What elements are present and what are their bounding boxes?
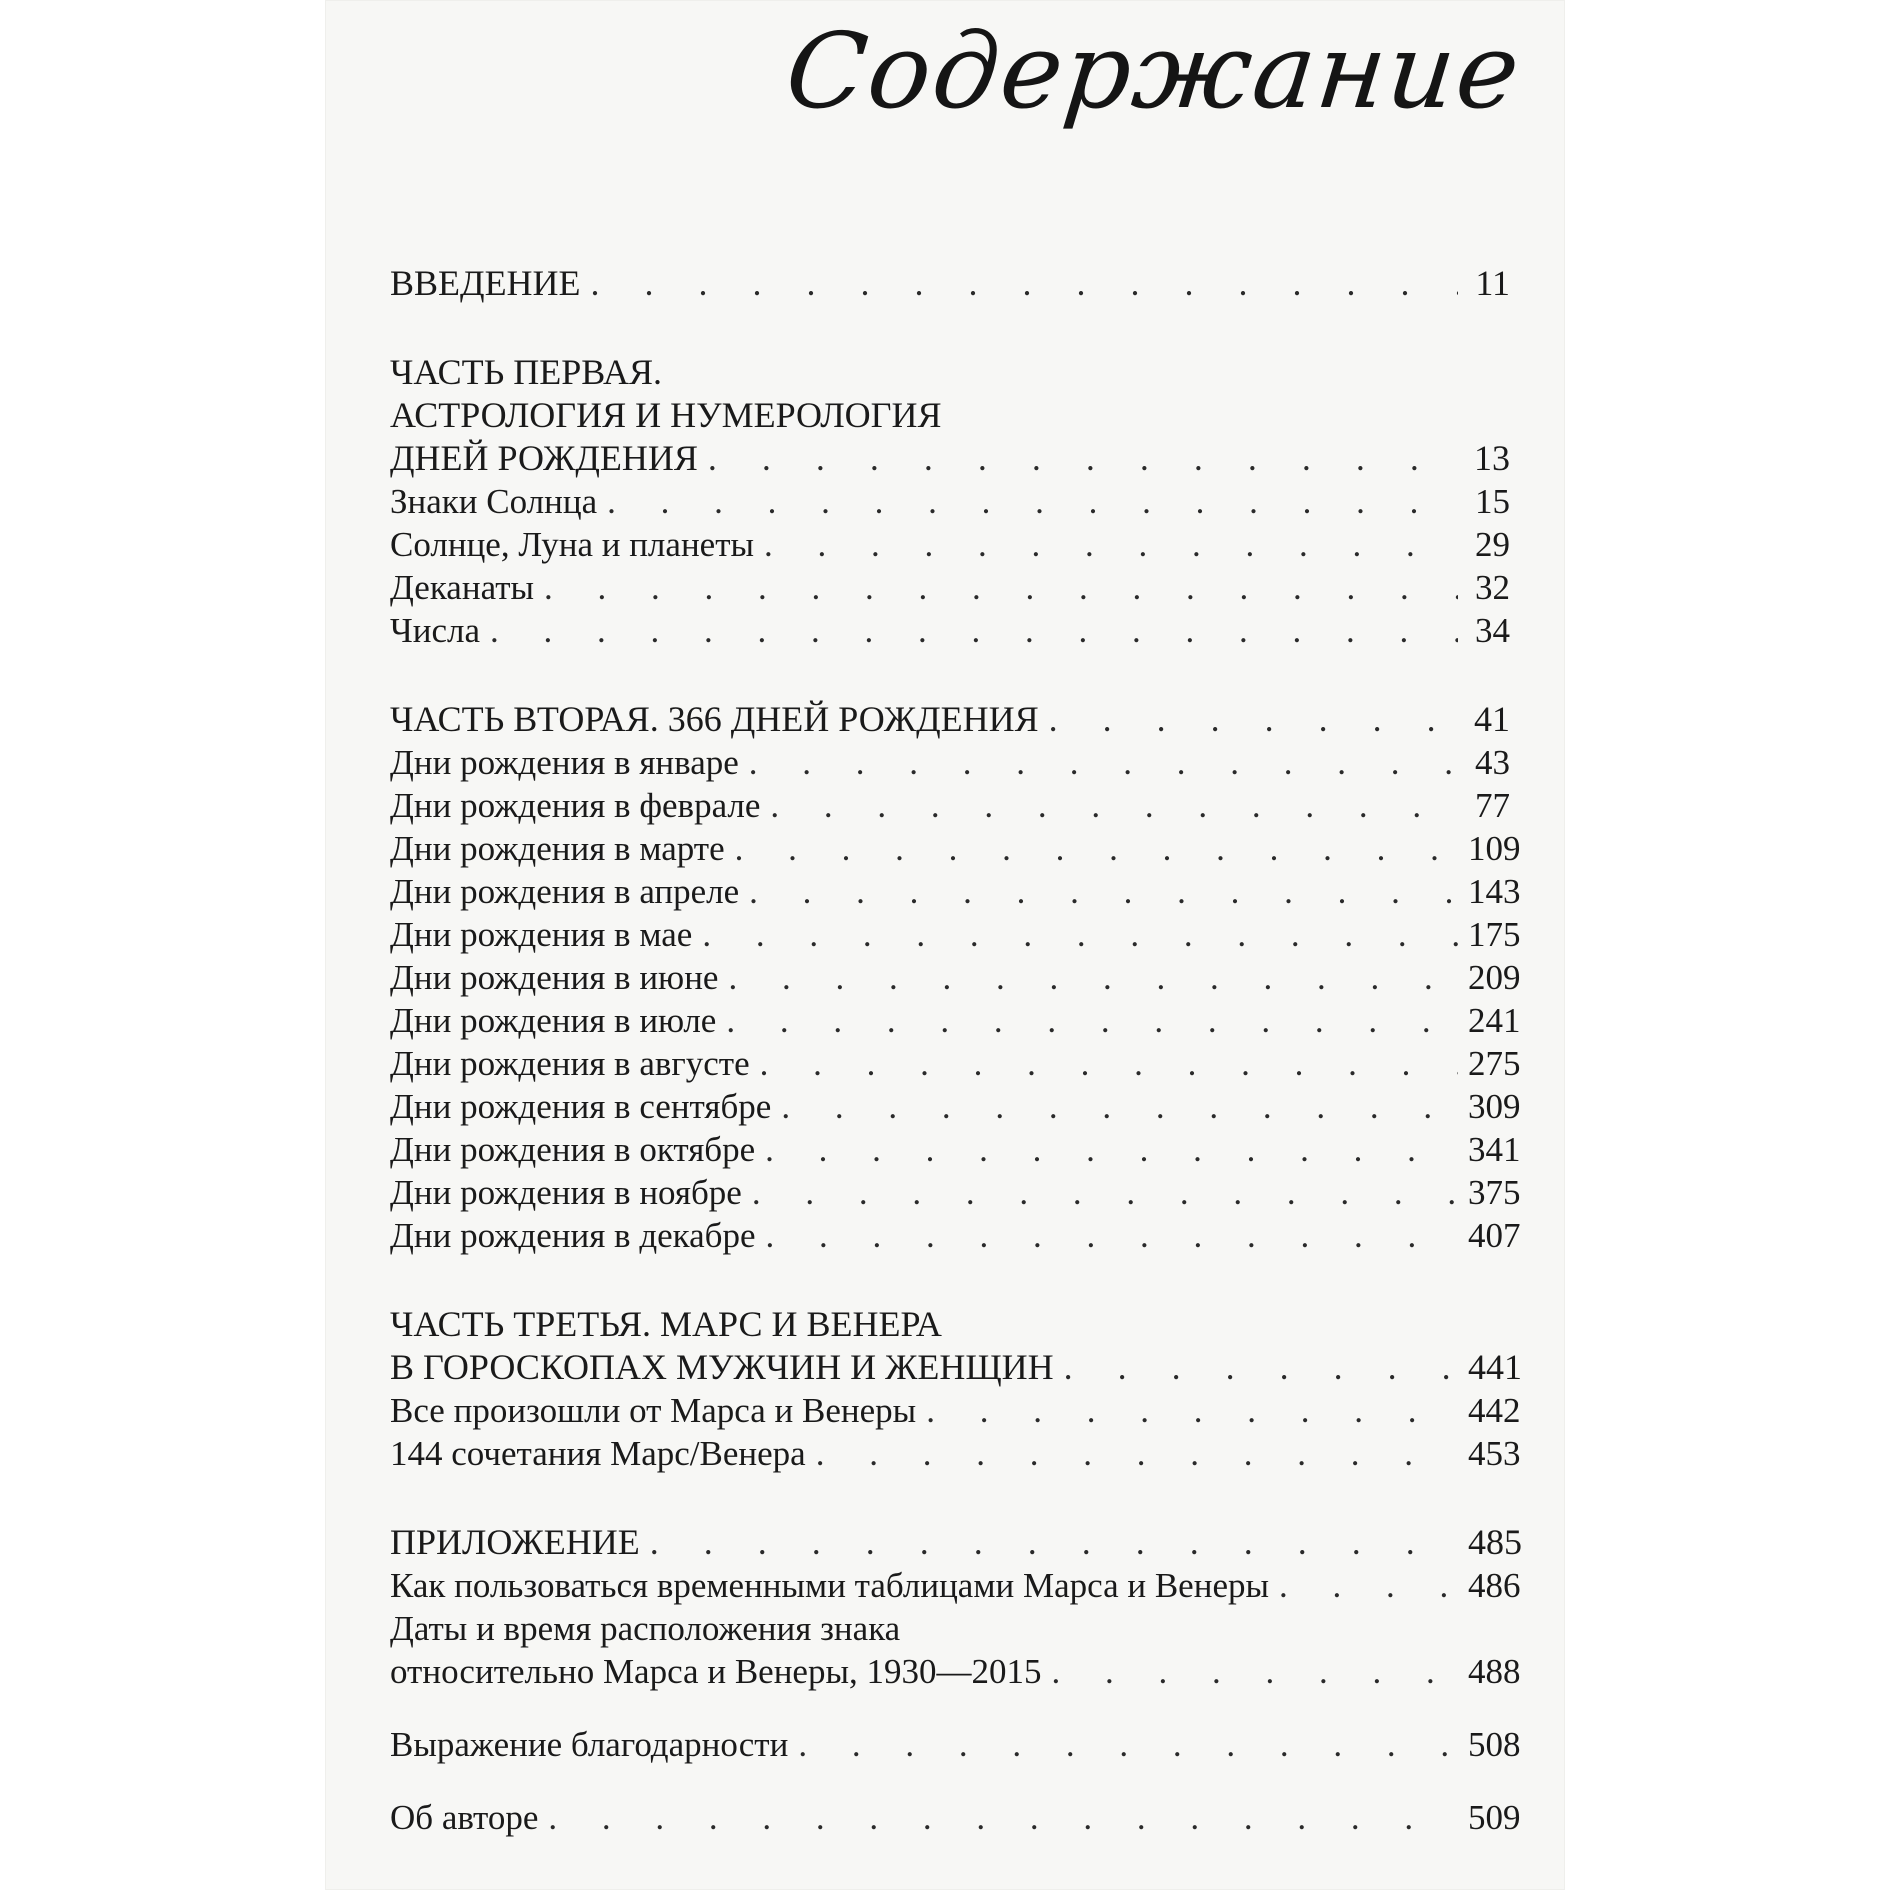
toc-entry-label: Дни рождения в декабре — [390, 1216, 756, 1255]
toc-page-number: 109 — [1468, 829, 1521, 868]
toc-entry[interactable] — [390, 1128, 1521, 1171]
toc-page-number: 309 — [1468, 1087, 1521, 1126]
toc-entry-label: Дни рождения в июле — [390, 1001, 717, 1040]
toc-page-number: 486 — [1468, 1566, 1521, 1605]
toc-entry-label: Дни рождения в апреле — [390, 872, 740, 911]
toc-entry-label: Солнце, Луна и планеты — [390, 525, 755, 564]
toc-page-number: 488 — [1468, 1652, 1521, 1691]
toc-entry[interactable] — [390, 1346, 1522, 1389]
toc-page-number: 41 — [1474, 699, 1510, 739]
page-title: Содержание — [780, 10, 1527, 132]
leader-dots — [764, 523, 1458, 566]
book-page — [325, 0, 1565, 1890]
leader-dots — [607, 480, 1458, 523]
toc-entry[interactable] — [390, 784, 1510, 827]
toc-page-number: 509 — [1468, 1798, 1521, 1837]
toc-page-number: 43 — [1475, 743, 1510, 782]
toc-entry-label: Дни рождения в ноябре — [390, 1173, 742, 1212]
toc-entry-label: ЧАСТЬ ВТОРАЯ. 366 ДНЕЙ РОЖДЕНИЯ — [390, 699, 1039, 739]
toc-entry[interactable] — [390, 1564, 1521, 1607]
toc-page-number: 375 — [1468, 1173, 1521, 1212]
toc-entry[interactable] — [390, 1214, 1521, 1257]
toc-entry[interactable] — [390, 523, 1510, 566]
table-of-contents — [390, 262, 1522, 1885]
leader-dots — [728, 956, 1458, 999]
toc-page-number: 275 — [1468, 1044, 1521, 1083]
toc-entry-label: Знаки Солнца — [390, 482, 598, 521]
toc-page-number: 442 — [1468, 1391, 1521, 1430]
toc-entry-label: Дни рождения в октябре — [390, 1130, 756, 1169]
leader-dots — [735, 827, 1458, 870]
toc-page-number: 77 — [1475, 786, 1510, 825]
toc-entry-label: Все произошли от Марса и Венеры — [390, 1391, 917, 1430]
leader-dots — [1051, 1650, 1458, 1693]
leader-dots — [548, 1796, 1458, 1839]
toc-page-number: 34 — [1475, 611, 1510, 650]
part-heading-line: ЧАСТЬ ПЕРВАЯ. — [390, 352, 663, 392]
toc-entry[interactable] — [390, 1521, 1522, 1564]
toc-entry[interactable] — [390, 1389, 1521, 1432]
leader-dots — [702, 913, 1458, 956]
toc-entry-label: Дни рождения в августе — [390, 1044, 750, 1083]
toc-entry-label: ДНЕЙ РОЖДЕНИЯ — [390, 438, 698, 478]
toc-page-number: 32 — [1475, 568, 1510, 607]
leader-dots — [765, 1128, 1458, 1171]
toc-entry[interactable] — [390, 698, 1510, 741]
leader-dots — [490, 609, 1458, 652]
leader-dots — [1049, 698, 1458, 741]
leader-dots — [752, 1171, 1458, 1214]
toc-entry[interactable] — [390, 827, 1521, 870]
toc-page-number: 11 — [1475, 263, 1510, 303]
leader-dots — [781, 1085, 1458, 1128]
toc-entry-label: Дни рождения в сентябре — [390, 1087, 772, 1126]
leader-dots — [544, 566, 1458, 609]
toc-intro — [390, 262, 1510, 305]
part-heading-line: АСТРОЛОГИЯ И НУМЕРОЛОГИЯ — [390, 395, 942, 435]
toc-entry[interactable] — [390, 1042, 1521, 1085]
toc-entry-label: Дни рождения в марте — [390, 829, 725, 868]
toc-entry-line: Даты и время расположения знака — [390, 1609, 901, 1648]
leader-dots — [650, 1521, 1458, 1564]
leader-dots — [1279, 1564, 1458, 1607]
toc-page-number: 209 — [1468, 958, 1521, 997]
toc-entry-label: относительно Марса и Венеры, 1930—2015 — [390, 1652, 1042, 1691]
toc-part-1 — [390, 351, 1510, 652]
toc-page-number: 453 — [1468, 1434, 1521, 1473]
toc-page-number: 175 — [1468, 915, 1521, 954]
toc-entry[interactable] — [390, 1085, 1521, 1128]
toc-entry-label: 144 сочетания Марс/Венера — [390, 1434, 806, 1473]
leader-dots — [766, 1214, 1458, 1257]
leader-dots — [760, 1042, 1458, 1085]
part-heading-line: ЧАСТЬ ТРЕТЬЯ. МАРС И ВЕНЕРА — [390, 1304, 942, 1344]
toc-entry[interactable] — [390, 741, 1510, 784]
toc-page-number: 29 — [1475, 525, 1510, 564]
toc-part-3 — [390, 1303, 1522, 1475]
toc-entry-label: Выражение благодарности — [390, 1725, 789, 1764]
toc-entry[interactable] — [390, 1432, 1521, 1475]
leader-dots — [749, 741, 1458, 784]
toc-entry-label: ВВЕДЕНИЕ — [390, 263, 581, 303]
toc-entry-label: ПРИЛОЖЕНИЕ — [390, 1522, 640, 1562]
toc-entry-label: Дни рождения в январе — [390, 743, 739, 782]
toc-page-number: 508 — [1468, 1725, 1521, 1764]
toc-entry[interactable] — [390, 609, 1510, 652]
toc-entry[interactable] — [390, 1171, 1521, 1214]
toc-entry[interactable] — [390, 480, 1510, 523]
toc-page-number: 15 — [1475, 482, 1510, 521]
toc-entry-label: Дни рождения в июне — [390, 958, 719, 997]
toc-entry[interactable] — [390, 437, 1510, 480]
toc-entry-label: Об авторе — [390, 1798, 539, 1837]
toc-page-number: 341 — [1468, 1130, 1521, 1169]
toc-entry-label: Деканаты — [390, 568, 535, 607]
leader-dots — [591, 262, 1458, 305]
toc-entry[interactable] — [390, 956, 1521, 999]
leader-dots — [816, 1432, 1458, 1475]
toc-page-number: 241 — [1468, 1001, 1521, 1040]
toc-part-2 — [390, 698, 1521, 1257]
toc-acknowledgements — [390, 1723, 1521, 1766]
toc-appendix — [390, 1521, 1522, 1693]
leader-dots — [926, 1389, 1458, 1432]
toc-page-number: 13 — [1474, 438, 1510, 478]
toc-entry-label: Дни рождения в феврале — [390, 786, 761, 825]
leader-dots — [770, 784, 1458, 827]
toc-entry-label: Дни рождения в мае — [390, 915, 693, 954]
leader-dots — [749, 870, 1458, 913]
leader-dots — [798, 1723, 1458, 1766]
toc-page-number: 143 — [1468, 872, 1521, 911]
toc-entry[interactable] — [390, 870, 1521, 913]
toc-entry[interactable] — [390, 1650, 1521, 1693]
toc-page-number: 407 — [1468, 1216, 1521, 1255]
leader-dots — [1064, 1346, 1458, 1389]
toc-entry[interactable] — [390, 566, 1510, 609]
toc-page-number: 485 — [1468, 1522, 1522, 1562]
toc-about-author — [390, 1796, 1521, 1839]
toc-entry[interactable] — [390, 1796, 1521, 1839]
toc-entry-label: Как пользоваться временными таблицами Марса и Венеры — [390, 1566, 1269, 1605]
leader-dots — [726, 999, 1458, 1042]
toc-page-number: 441 — [1468, 1347, 1522, 1387]
toc-entry-label: Числа — [390, 611, 481, 650]
toc-entry-label: В ГОРОСКОПАХ МУЖЧИН И ЖЕНЩИН — [390, 1347, 1054, 1387]
toc-entry[interactable] — [390, 1723, 1521, 1766]
toc-entry[interactable] — [390, 999, 1521, 1042]
toc-entry[interactable] — [390, 913, 1521, 956]
leader-dots — [708, 437, 1458, 480]
toc-entry[interactable] — [390, 262, 1510, 305]
